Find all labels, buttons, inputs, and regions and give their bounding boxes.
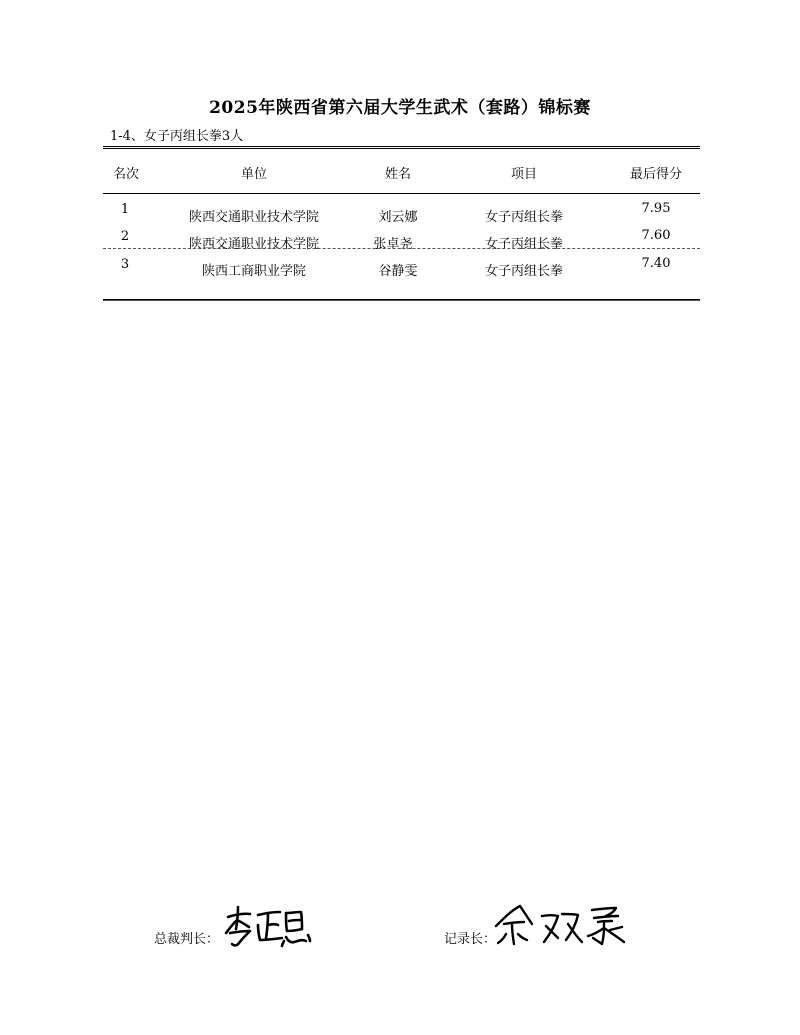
table-header-rule [103,193,700,194]
row-divider-dashed [103,248,700,249]
table-bottom-rule [103,299,700,300]
header-unit: 单位 [240,167,268,182]
row-event: 女子丙组长拳 [484,237,564,252]
header-name: 姓名 [384,167,412,182]
header-rank: 名次 [112,167,140,182]
row-name: 谷静雯 [378,264,418,279]
row-score: 7.60 [641,228,671,243]
row-rank: 1 [120,202,130,217]
row-score: 7.95 [641,201,671,216]
row-unit: 陕西交通职业技术学院 [188,237,320,252]
recorder-label: 记录长： [444,932,497,947]
header-score: 最后得分 [629,167,683,182]
chief-referee-signature [222,903,312,949]
row-name: 刘云娜 [378,210,418,225]
recorder-signature [492,902,632,948]
row-name: 张卓尧 [373,237,413,252]
row-rank: 3 [120,257,130,272]
row-event: 女子丙组长拳 [484,264,564,279]
row-rank: 2 [120,229,130,244]
row-unit: 陕西交通职业技术学院 [188,210,320,225]
event-subtitle: 1-4、女子丙组长拳3人 [110,129,244,144]
chief-referee-label: 总裁判长： [154,932,220,947]
table-top-rule [103,146,700,147]
header-event: 项目 [510,167,538,182]
row-score: 7.40 [641,256,671,271]
page-title: 2025年陕西省第六届大学生武术（套路）锦标赛 [209,98,591,118]
row-unit: 陕西工商职业学院 [201,264,307,279]
row-event: 女子丙组长拳 [484,210,564,225]
